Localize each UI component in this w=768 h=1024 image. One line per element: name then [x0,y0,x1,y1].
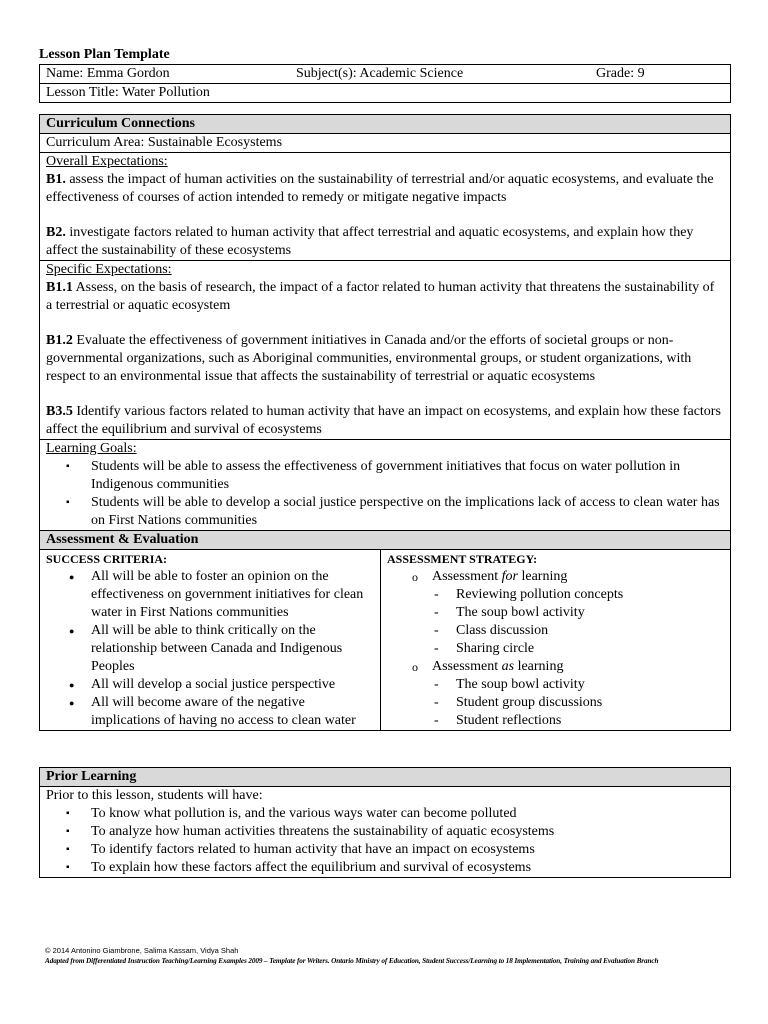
adapted-from-text: Adapted from Differentiated Instruction Teaching/Learning Examples 2009 – Template for Writers. Ontario Ministry of Education, Student Success/Learning to 18 Implementation, Training and Evaluation Branch [45,957,659,965]
copyright-text: © 2014 Antonino Giambrone, Salima Kassam, Vidya Shah [45,946,239,955]
assessment-strategy-cell [381,550,731,731]
subjects-field: Subject(s): Academic Science [290,65,590,84]
list-item: - Reviewing pollution concepts [456,586,724,604]
success-criteria-label: SUCCESS CRITERIA: [46,552,168,566]
list-item: ● All will develop a social justice perspective [91,676,374,694]
success-criteria-list [46,568,374,730]
list-item: ● All will be able to foster an opinion on the effectiveness on government initiatives for clean water in First Nations communities [91,568,374,622]
prior-learning-intro: Prior to this lesson, students will have: [46,788,263,803]
prior-learning-table [39,767,731,878]
list-item: ▪ Students will be able to assess the effectiveness of government initiatives that focus on water pollution in Indigenous communities [91,458,724,494]
prior-learning-heading: Prior Learning [40,768,731,787]
specific-expectations [40,261,731,440]
list-item: - Class discussion [456,622,724,640]
success-criteria-cell [40,550,381,731]
curriculum-heading: Curriculum Connections [40,115,731,134]
overall-expectations [40,153,731,261]
list-item: ▪ To explain how these factors affect the equilibrium and survival of ecosystems [91,859,724,877]
overall-label: Overall Expectations: [46,154,168,169]
assessment-heading: Assessment & Evaluation [40,531,731,550]
list-item: ▪ To know what pollution is, and the various ways water can become polluted [91,805,724,823]
lesson-title-field: Lesson Title: Water Pollution [40,84,731,103]
footer [45,946,735,966]
assessment-for-learning: o Assessment for learning - Reviewing pollution concepts - The soup bowl activity - Class discussion - Sharing circle [432,568,724,658]
list-item: ▪ To identify factors related to human activity that have an impact on ecosystems [91,841,724,859]
list-item: - Sharing circle [456,640,724,658]
assessment-strategy-list [387,568,724,730]
overall-b1: B1. assess the impact of human activities on the sustainability of terrestrial and/or aquatic ecosystems, and evaluate the effectiveness of courses of action intended to remedy or mitigate negative impacts [46,172,714,205]
learning-goals [40,440,731,531]
list-item: ● All will be able to think critically on the relationship between Canada and Indigenous Peoples [91,622,374,676]
name-field: Name: Emma Gordon [40,65,291,84]
prior-learning-body [40,787,731,878]
specific-b1-1: B1.1 Assess, on the basis of research, the impact of a factor related to human activity that threatens the sustainability of a terrestrial or aquatic ecosystem [46,280,715,313]
learning-goals-label: Learning Goals: [46,441,137,456]
prior-learning-list [46,805,724,877]
document-title: Lesson Plan Template [39,47,170,62]
list-item: ▪ To analyze how human activities threatens the sustainability of aquatic ecosystems [91,823,724,841]
specific-b3-5: B3.5 Identify various factors related to human activity that have an impact on ecosystems, and explain how these factors affect the equilibrium and survival of ecosystems [46,404,721,437]
header-table [39,64,731,103]
overall-b2: B2. investigate factors related to human activity that affect terrestrial and aquatic ecosystems, and explain how they affect the sustainability of these ecosystems [46,225,694,258]
list-item: - The soup bowl activity [456,604,724,622]
curriculum-area: Curriculum Area: Sustainable Ecosystems [40,134,731,153]
list-item: - Student reflections [456,712,724,730]
list-item: ● All will become aware of the negative implications of having no access to clean water [91,694,374,730]
assessment-as-learning: o Assessment as learning - The soup bowl activity - Student group discussions - Student reflections [432,658,724,730]
specific-b1-2: B1.2 Evaluate the effectiveness of government initiatives in Canada and/or the efforts of societal groups or non-governmental organizations, such as Aboriginal communities, environmental groups, or student organizations, with respect to an environmental issue that affects the sustainability of terrestrial or aquatic ecosystems [46,333,692,384]
assessment-strategy-label: ASSESSMENT STRATEGY: [387,552,538,566]
grade-field: Grade: 9 [590,65,731,84]
learning-goals-list [46,458,724,530]
curriculum-table [39,114,731,731]
list-item: - Student group discussions [456,694,724,712]
list-item: ▪ Students will be able to develop a social justice perspective on the implications lack of access to clean water has on First Nations communities [91,494,724,530]
list-item: - The soup bowl activity [456,676,724,694]
specific-label: Specific Expectations: [46,262,172,277]
